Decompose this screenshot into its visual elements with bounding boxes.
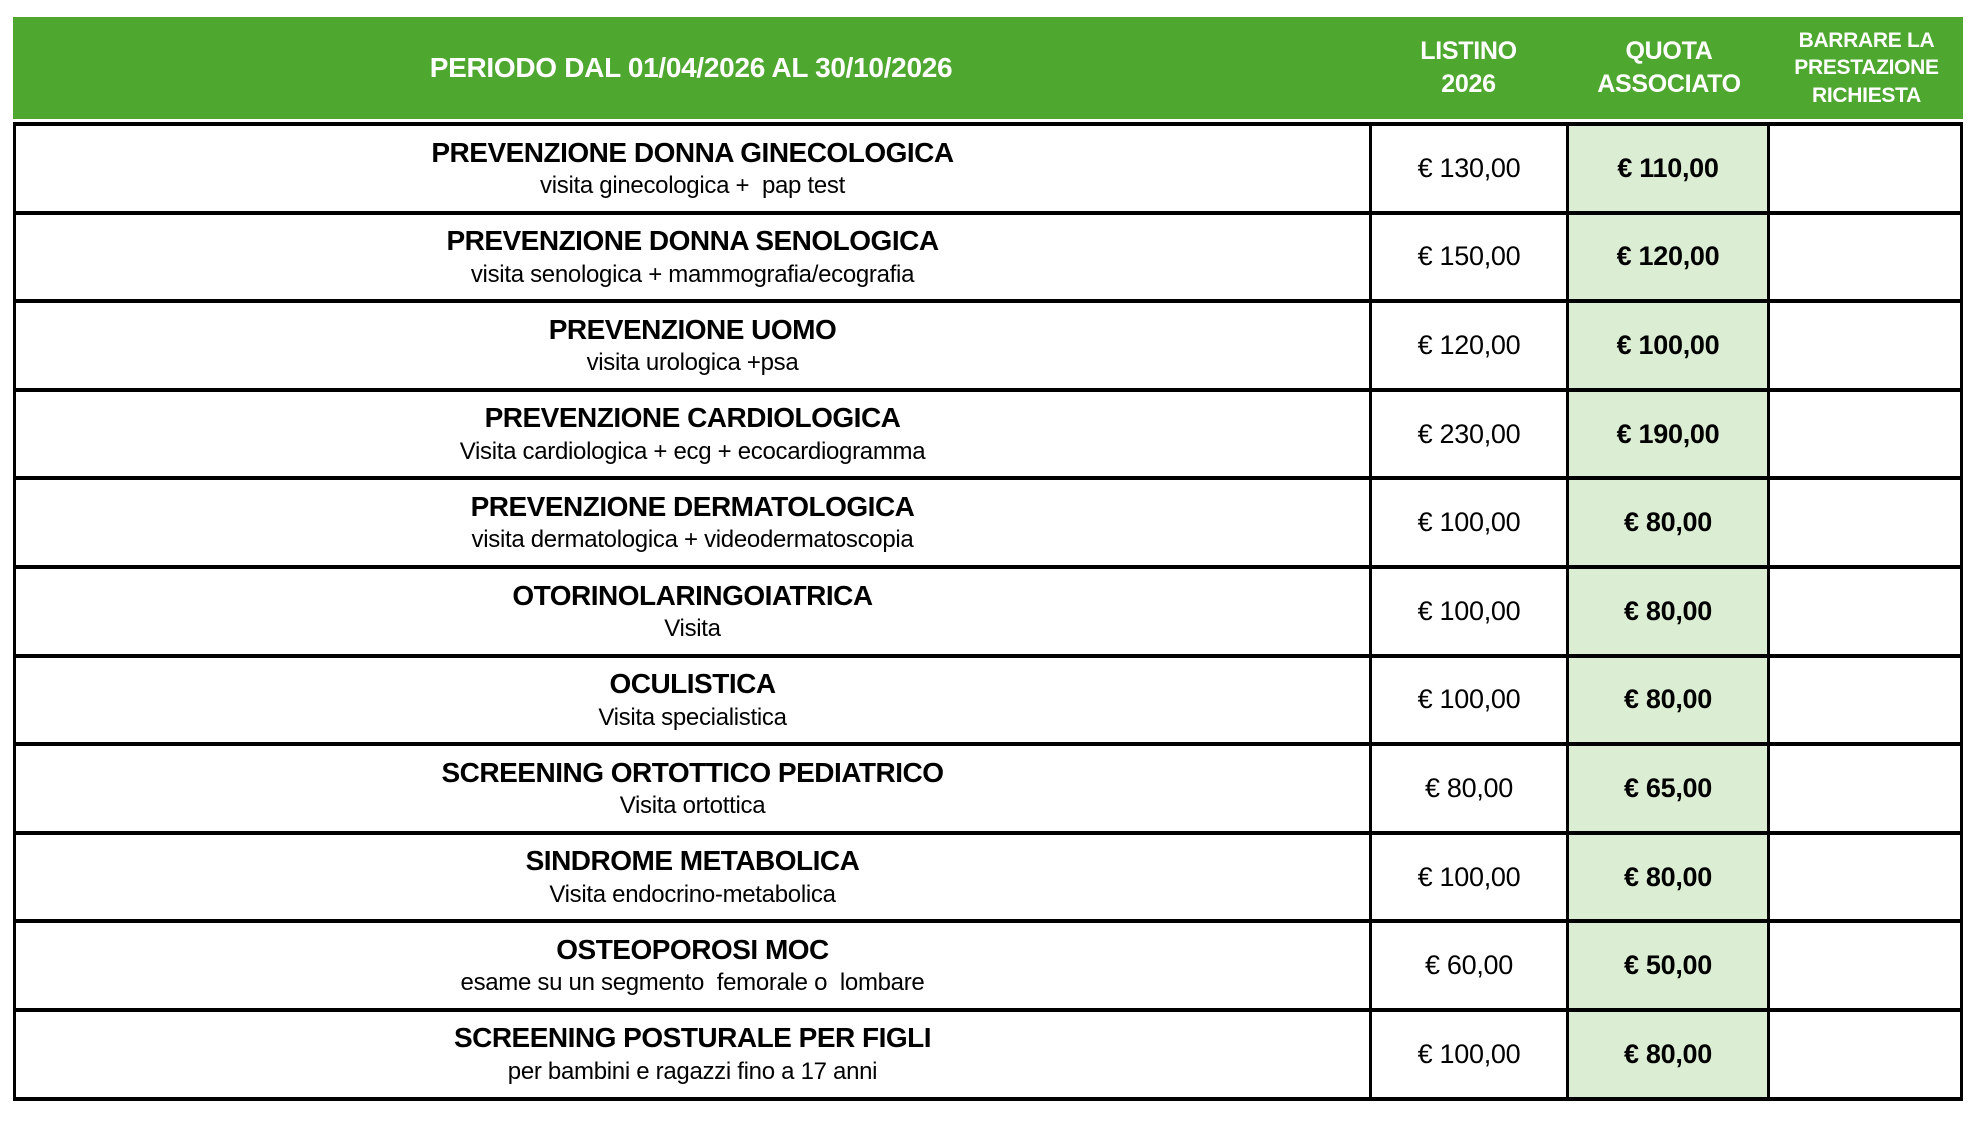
header-barrare-line2: PRESTAZIONE xyxy=(1794,56,1939,80)
service-description: visita ginecologica + pap test xyxy=(540,172,845,200)
listino-price-cell xyxy=(1369,746,1566,831)
table-row xyxy=(16,303,1960,392)
service-title: PREVENZIONE DONNA GINECOLOGICA xyxy=(431,136,954,168)
listino-price: € 130,00 xyxy=(1417,152,1521,183)
service-description: visita dermatologica + videodermatoscopia xyxy=(471,526,914,554)
quota-price-cell xyxy=(1566,746,1767,831)
table-row xyxy=(16,480,1960,569)
listino-price-cell xyxy=(1369,126,1566,211)
service-description: Visita cardiologica + ecg + ecocardiogramma xyxy=(459,437,926,465)
listino-price: € 80,00 xyxy=(1425,772,1513,803)
service-title: PREVENZIONE DONNA SENOLOGICA xyxy=(446,225,939,257)
barrare-checkbox-cell[interactable] xyxy=(1767,303,1960,388)
price-list-table xyxy=(13,17,1963,1101)
table-row xyxy=(16,392,1960,481)
service-cell xyxy=(16,215,1369,300)
listino-price-cell xyxy=(1369,1012,1566,1097)
barrare-checkbox-cell[interactable] xyxy=(1767,746,1960,831)
listino-price: € 100,00 xyxy=(1417,861,1521,892)
listino-price-cell xyxy=(1369,923,1566,1008)
service-description: Visita ortottica xyxy=(619,792,766,820)
quota-price-cell xyxy=(1566,392,1767,477)
service-description: Visita endocrino-metabolica xyxy=(549,880,836,908)
quota-price-cell xyxy=(1566,303,1767,388)
listino-price: € 100,00 xyxy=(1417,595,1521,626)
listino-price-cell xyxy=(1369,215,1566,300)
table-row xyxy=(16,215,1960,304)
service-description: visita senologica + mammografia/ecografia xyxy=(470,260,915,288)
service-cell xyxy=(16,746,1369,831)
service-description: esame su un segmento femorale o lombare xyxy=(460,969,925,997)
header-listino-line2: 2026 xyxy=(1441,70,1496,98)
quota-price-cell xyxy=(1566,126,1767,211)
barrare-checkbox-cell[interactable] xyxy=(1767,392,1960,477)
barrare-checkbox-cell[interactable] xyxy=(1767,480,1960,565)
barrare-checkbox-cell[interactable] xyxy=(1767,658,1960,743)
quota-price: € 110,00 xyxy=(1617,152,1719,183)
quota-price: € 65,00 xyxy=(1624,772,1712,803)
service-title: OTORINOLARINGOIATRICA xyxy=(512,579,873,611)
quota-price: € 80,00 xyxy=(1624,861,1712,892)
service-cell xyxy=(16,569,1369,654)
service-description: per bambini e ragazzi fino a 17 anni xyxy=(507,1058,878,1085)
quota-price: € 80,00 xyxy=(1624,595,1712,626)
service-title: PREVENZIONE CARDIOLOGICA xyxy=(484,402,901,434)
service-description: Visita xyxy=(664,615,721,643)
quota-price-cell xyxy=(1566,215,1767,300)
quota-price-cell xyxy=(1566,923,1767,1008)
header-period-title: PERIODO DAL 01/04/2026 AL 30/10/2026 xyxy=(429,52,953,83)
service-cell xyxy=(16,392,1369,477)
table-row xyxy=(16,658,1960,747)
barrare-checkbox-cell[interactable] xyxy=(1767,126,1960,211)
quota-price-cell xyxy=(1566,569,1767,654)
quota-price-cell xyxy=(1566,1012,1767,1097)
service-cell xyxy=(16,835,1369,920)
quota-price-cell xyxy=(1566,835,1767,920)
listino-price-cell xyxy=(1369,392,1566,477)
barrare-checkbox-cell[interactable] xyxy=(1767,569,1960,654)
listino-price: € 100,00 xyxy=(1417,507,1521,538)
service-cell xyxy=(16,480,1369,565)
service-title: SINDROME METABOLICA xyxy=(525,845,860,877)
service-cell xyxy=(16,303,1369,388)
listino-price: € 150,00 xyxy=(1417,241,1521,272)
table-body xyxy=(13,122,1963,1101)
barrare-checkbox-cell[interactable] xyxy=(1767,1012,1960,1097)
quota-price-cell xyxy=(1566,480,1767,565)
header-quota-line2: ASSOCIATO xyxy=(1597,70,1741,98)
table-row xyxy=(16,746,1960,835)
header-barrare-line1: BARRARE LA xyxy=(1798,29,1935,53)
quota-price: € 100,00 xyxy=(1616,329,1720,360)
listino-price-cell xyxy=(1369,569,1566,654)
service-description: visita urologica +psa xyxy=(586,349,799,377)
quota-price: € 120,00 xyxy=(1616,241,1720,272)
quota-price: € 80,00 xyxy=(1624,507,1712,538)
service-title: OCULISTICA xyxy=(609,668,776,700)
barrare-checkbox-cell[interactable] xyxy=(1767,835,1960,920)
quota-price: € 80,00 xyxy=(1624,684,1712,715)
table-row xyxy=(16,1012,1960,1101)
service-cell xyxy=(16,126,1369,211)
listino-price-cell xyxy=(1369,303,1566,388)
service-title: OSTEOPOROSI MOC xyxy=(556,933,829,965)
listino-price-cell xyxy=(1369,658,1566,743)
quota-price: € 80,00 xyxy=(1624,1038,1712,1069)
service-title: SCREENING ORTOTTICO PEDIATRICO xyxy=(441,756,944,788)
header-barrare-prestazione xyxy=(1770,27,1963,109)
table-row xyxy=(16,126,1960,215)
quota-price: € 50,00 xyxy=(1624,950,1712,981)
header-quota-associato xyxy=(1568,35,1770,101)
listino-price-cell xyxy=(1369,480,1566,565)
service-title: PREVENZIONE UOMO xyxy=(548,313,837,345)
listino-price: € 100,00 xyxy=(1417,684,1521,715)
quota-price-cell xyxy=(1566,658,1767,743)
listino-price: € 100,00 xyxy=(1417,1038,1521,1069)
header-listino-line1: LISTINO xyxy=(1420,37,1517,65)
listino-price-cell xyxy=(1369,835,1566,920)
service-title: SCREENING POSTURALE PER FIGLI xyxy=(453,1022,932,1054)
barrare-checkbox-cell[interactable] xyxy=(1767,215,1960,300)
table-header xyxy=(13,17,1963,119)
header-listino-2026 xyxy=(1369,35,1568,101)
header-quota-line1: QUOTA xyxy=(1625,37,1713,65)
table-row xyxy=(16,923,1960,1012)
header-barrare-line3: RICHIESTA xyxy=(1812,83,1921,107)
table-row xyxy=(16,835,1960,924)
table-row xyxy=(16,569,1960,658)
quota-price: € 190,00 xyxy=(1616,418,1720,449)
barrare-checkbox-cell[interactable] xyxy=(1767,923,1960,1008)
service-description: Visita specialistica xyxy=(598,703,787,731)
service-cell xyxy=(16,658,1369,743)
service-title: PREVENZIONE DERMATOLOGICA xyxy=(470,490,915,522)
service-cell xyxy=(16,923,1369,1008)
listino-price: € 60,00 xyxy=(1425,950,1513,981)
listino-price: € 120,00 xyxy=(1417,329,1521,360)
service-cell xyxy=(16,1012,1369,1097)
listino-price: € 230,00 xyxy=(1417,418,1521,449)
